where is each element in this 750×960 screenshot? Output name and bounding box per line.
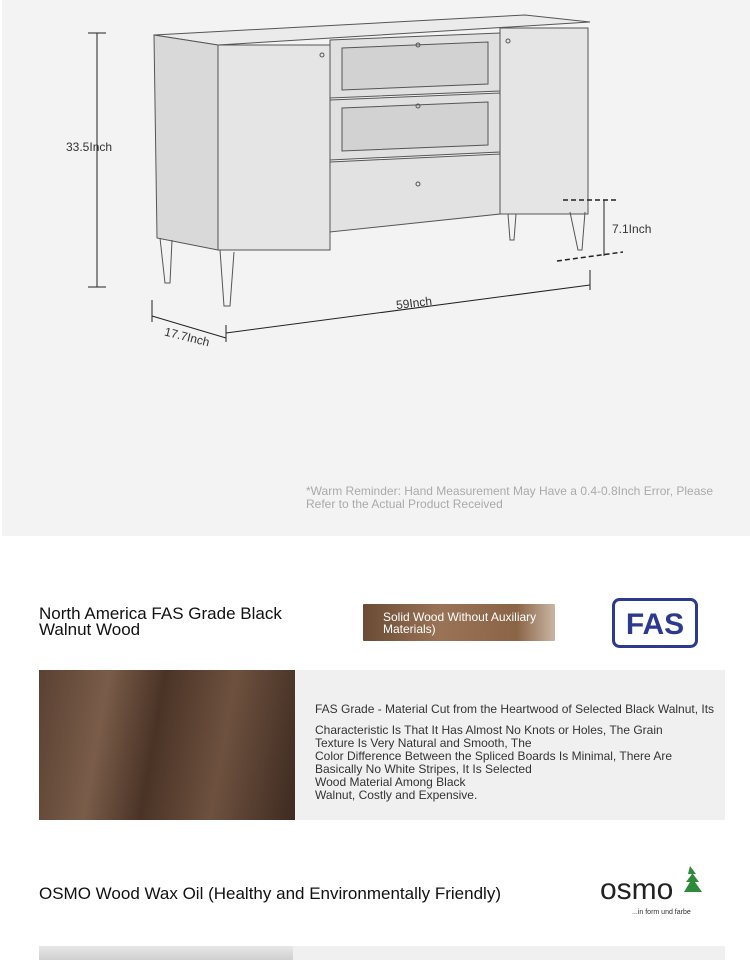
fas-logo-text: FAS [625,608,685,641]
material-title: North America FAS Grade Black Walnut Wood [39,604,282,639]
description-line: Basically No White Stripes, It Is Selected [315,762,532,776]
osmo-logo-icon [598,862,708,918]
description-line: FAS Grade - Material Cut from the Heartwood of Selected Black Walnut, Its [315,702,715,716]
fas-logo-icon [612,598,698,648]
description-line: Walnut, Costly and Expensive. [315,788,478,802]
width-label: 59Inch [395,293,433,313]
oil-title: OSMO Wood Wax Oil (Healthy and Environmentally Friendly) [39,884,501,903]
oil-description-box [293,946,725,960]
description-line: Characteristic Is That It Has Almost No Knots or Holes, The Grain [315,723,663,737]
solid-wood-badge [363,604,555,641]
osmo-logo-text: osmo [600,873,674,906]
material-description-box [295,670,725,820]
height-label: 33.5Inch [66,140,113,154]
osmo-logo-tagline: ...in form und farbe [632,909,691,916]
depth-label: 17.7Inch [162,324,212,350]
description-line: Texture Is Very Natural and Smooth, The [315,736,532,750]
material-description [315,703,720,802]
walnut-wood-image [39,670,295,820]
badge-text: Solid Wood Without Auxiliary Materials) [383,610,537,636]
leg-height-label: 7.1Inch [612,222,652,236]
warm-reminder: *Warm Reminder: Hand Measurement May Have a 0.4-0.8Inch Error, Please Refer to the Actual Product Received [306,484,714,511]
oil-can-image [39,946,295,960]
description-line: Wood Material Among Black [315,775,466,789]
description-line: Color Difference Between the Spliced Boards Is Minimal, There Are [315,749,673,763]
